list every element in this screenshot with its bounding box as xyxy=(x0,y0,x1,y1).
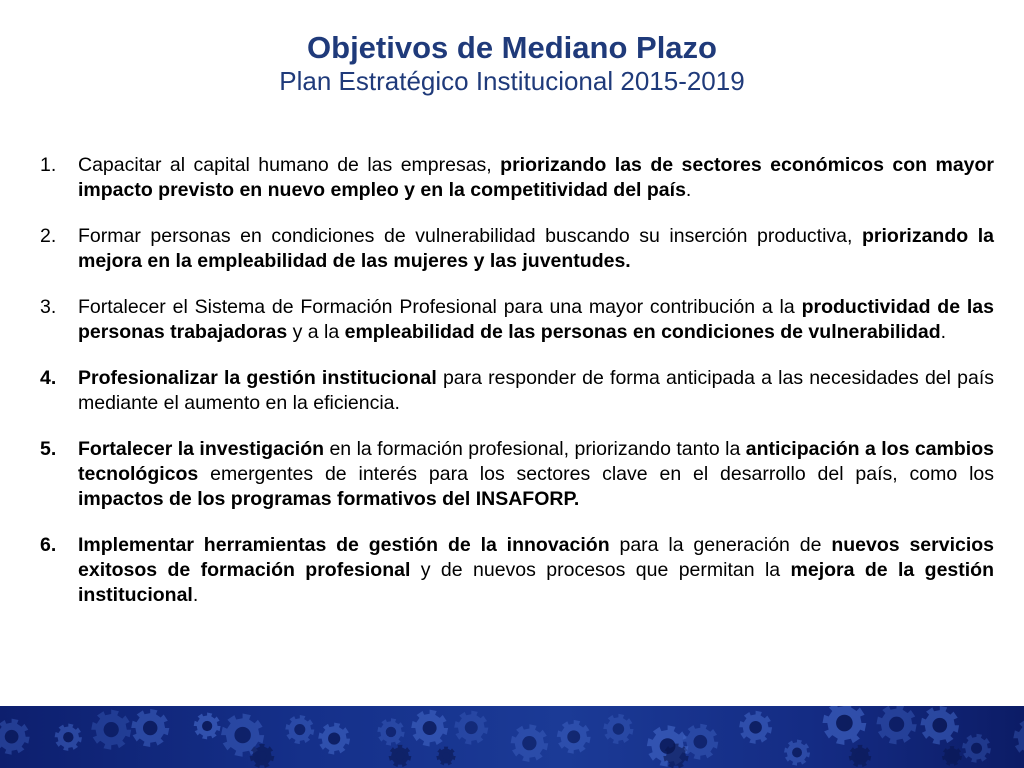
objective-text-bold: Implementar herramientas de gestión de la innovación xyxy=(78,534,610,556)
gear-icon xyxy=(682,724,718,760)
gear-icon xyxy=(962,734,991,763)
gear-icon xyxy=(876,706,916,744)
gear-icon xyxy=(1013,718,1024,759)
footer-band xyxy=(0,706,1024,768)
objective-text xyxy=(78,295,994,345)
gear-icon xyxy=(411,710,448,747)
gear-icon xyxy=(91,710,131,750)
gear-icon xyxy=(318,723,350,755)
gear-icon xyxy=(603,714,633,744)
gear-icon xyxy=(849,745,872,767)
gear-icon xyxy=(739,711,772,744)
gear-icon xyxy=(285,715,314,744)
gear-icon xyxy=(131,709,169,747)
objective-text-bold: productividad de las personas trabajadoras xyxy=(78,296,994,343)
objective-number: 6. xyxy=(40,534,57,556)
objective-text-bold: anticipación a los cambios tecnológicos xyxy=(78,438,994,485)
objective-text-segment: Capacitar al capital humano de las empresas, xyxy=(78,154,501,176)
gear-icon xyxy=(436,747,455,766)
objective-text xyxy=(78,533,994,608)
objective-text-segment: . xyxy=(685,179,692,201)
objective-text-segment: en la formación profesional, priorizando tanto la xyxy=(324,438,746,460)
gear-icon xyxy=(0,719,30,755)
objective-text-bold: priorizando la mejora en la empleabilidad de las mujeres y las juventudes. xyxy=(78,225,994,272)
objective-item xyxy=(40,533,994,608)
gear-icon xyxy=(454,711,488,745)
gear-icon xyxy=(557,720,591,754)
objective-text-segment: y de nuevos procesos que permitan la xyxy=(410,559,791,581)
gear-icon xyxy=(784,740,810,766)
gear-icon xyxy=(377,718,404,745)
objective-text-segment: . xyxy=(192,584,199,606)
objective-text-segment: Fortalecer el Sistema de Formación Profesional para una mayor contribución a la xyxy=(78,296,802,318)
objective-number: 4. xyxy=(40,367,57,389)
gear-icon xyxy=(942,746,962,766)
gear-icon xyxy=(920,706,959,745)
objective-text-bold: impactos de los programas formativos del INSAFORP. xyxy=(78,488,580,510)
objective-text-bold: priorizando las de sectores económicos con mayor impacto previsto en nuevo empleo y en la competitividad del país xyxy=(78,154,995,201)
slide-title: Objetivos de Mediano Plazo xyxy=(307,30,717,65)
objective-text-bold: Fortalecer la investigación xyxy=(78,438,325,460)
objective-text-segment: para responder de forma anticipada a las necesidades del país mediante el aumento en la eficiencia. xyxy=(78,367,995,414)
slide-subtitle: Plan Estratégico Institucional 2015-2019 xyxy=(279,66,745,96)
objective-number: 1. xyxy=(40,154,57,176)
objectives-list xyxy=(40,153,994,629)
gear-icon xyxy=(250,744,275,768)
objective-text-segment: Formar personas en condiciones de vulnerabilidad buscando su inserción productiva, xyxy=(78,225,862,247)
objective-number: 5. xyxy=(40,438,57,460)
objective-number: 2. xyxy=(40,225,57,247)
objective-text-bold: mejora de la gestión institucional xyxy=(78,559,994,606)
objective-number: 3. xyxy=(40,296,57,318)
objective-text xyxy=(78,366,994,416)
objective-text xyxy=(78,224,994,274)
title-block xyxy=(0,30,1024,96)
objective-text xyxy=(78,153,994,203)
objective-item xyxy=(40,437,994,512)
objective-item xyxy=(40,153,994,203)
gear-icon xyxy=(55,724,82,751)
objective-text-bold: nuevos servicios exitosos de formación profesional xyxy=(78,534,994,581)
gear-icon xyxy=(389,745,412,767)
gear-icon xyxy=(823,706,867,745)
objective-text-segment: . xyxy=(940,321,947,343)
objective-text-bold: Profesionalizar la gestión institucional xyxy=(78,367,437,389)
objective-item xyxy=(40,224,994,274)
objective-text-segment: para la generación de xyxy=(609,534,832,556)
gear-icon xyxy=(194,713,221,740)
objective-item xyxy=(40,366,994,416)
gears-pattern-icon xyxy=(0,706,1024,768)
gear-icon xyxy=(511,724,549,762)
objective-text xyxy=(78,437,994,512)
objective-text-bold: empleabilidad de las personas en condiciones de vulnerabilidad xyxy=(344,321,941,343)
objective-item xyxy=(40,295,994,345)
objective-text-segment: y a la xyxy=(287,321,345,343)
objective-text-segment: emergentes de interés para los sectores clave en el desarrollo del país, como los xyxy=(198,463,994,485)
